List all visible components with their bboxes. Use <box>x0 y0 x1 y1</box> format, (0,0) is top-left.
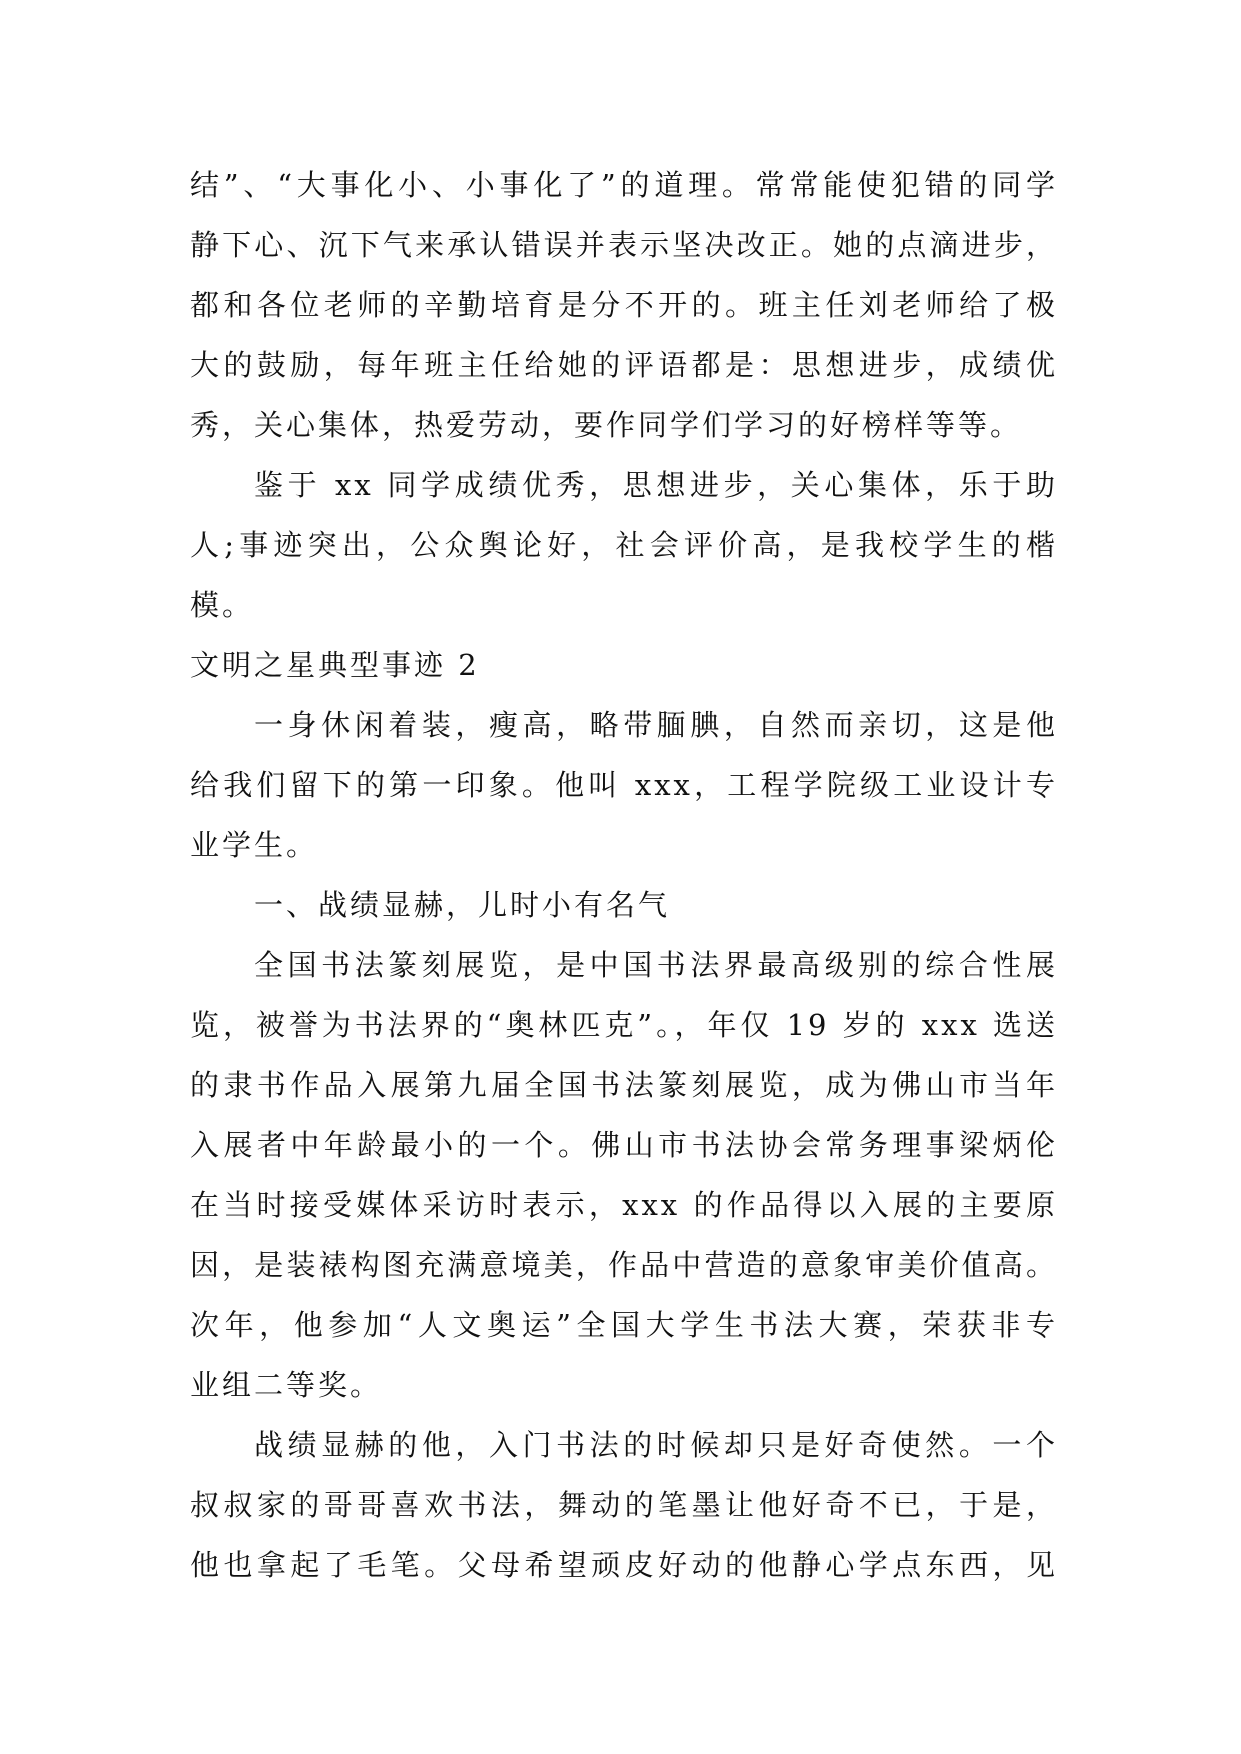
text-line: 大的鼓励，每年班主任给她的评语都是：思想进步，成绩优 <box>190 348 1058 382</box>
text-line: 览，被誉为书法界的“奥林匹克”。，年仅 19 岁的 xxx 选送 <box>190 1008 1058 1042</box>
text-line: 业学生。 <box>190 828 319 862</box>
text-line: 秀，关心集体，热爱劳动，要作同学们学习的好榜样等等。 <box>190 408 1023 442</box>
text-line: 结”、“大事化小、小事化了”的道理。常常能使犯错的同学 <box>190 168 1058 202</box>
text-line: 在当时接受媒体采访时表示，xxx 的作品得以入展的主要原 <box>190 1188 1058 1222</box>
document-body-text <box>190 155 1058 1595</box>
text-line: 他也拿起了毛笔。父母希望顽皮好动的他静心学点东西，见 <box>190 1548 1058 1582</box>
text-line: 一身休闲着装，瘦高，略带腼腆，自然而亲切，这是他 <box>254 708 1058 742</box>
text-line: 文明之星典型事迹 2 <box>190 648 480 682</box>
text-line: 模。 <box>190 588 255 622</box>
text-line: 全国书法篆刻展览，是中国书法界最高级别的综合性展 <box>254 948 1058 982</box>
text-line: 业组二等奖。 <box>190 1368 383 1402</box>
text-line: 的隶书作品入展第九届全国书法篆刻展览，成为佛山市当年 <box>190 1068 1058 1102</box>
text-line: 叔叔家的哥哥喜欢书法，舞动的笔墨让他好奇不已，于是， <box>190 1488 1058 1522</box>
text-line: 静下心、沉下气来承认错误并表示坚决改正。她的点滴进步， <box>190 228 1058 262</box>
text-line: 战绩显赫的他，入门书法的时候却只是好奇使然。一个 <box>254 1428 1058 1462</box>
text-line: 人;事迹突出，公众舆论好，社会评价高，是我校学生的楷 <box>190 528 1058 562</box>
text-line: 因，是装裱构图充满意境美，作品中营造的意象审美价值高。 <box>190 1248 1058 1282</box>
text-line: 次年，他参加“人文奥运”全国大学生书法大赛，荣获非专 <box>190 1308 1058 1342</box>
text-line: 给我们留下的第一印象。他叫 xxx，工程学院级工业设计专 <box>190 768 1058 802</box>
text-line: 入展者中年龄最小的一个。佛山市书法协会常务理事梁炳伦 <box>190 1128 1058 1162</box>
text-line: 一、战绩显赫，儿时小有名气 <box>254 888 671 922</box>
text-line: 鉴于 xx 同学成绩优秀，思想进步，关心集体，乐于助 <box>254 468 1058 502</box>
text-line: 都和各位老师的辛勤培育是分不开的。班主任刘老师给了极 <box>190 288 1058 322</box>
